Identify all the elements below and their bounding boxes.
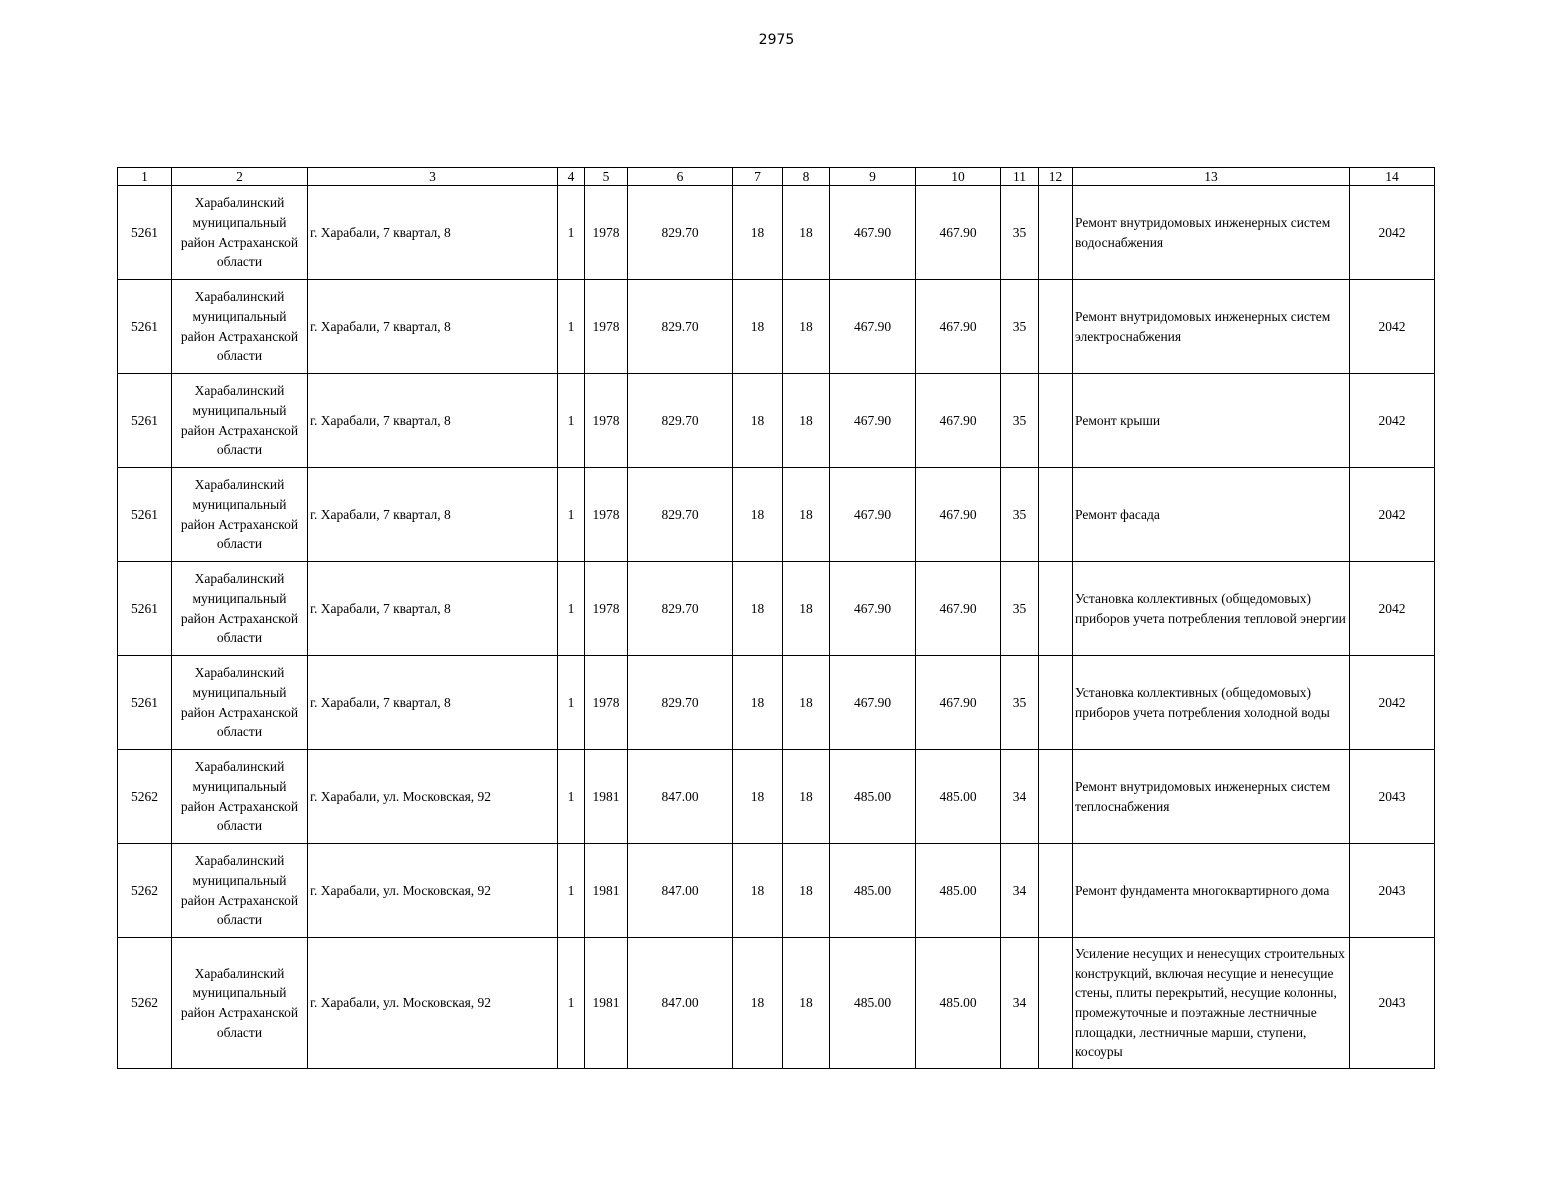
cell-col7 [733,280,783,374]
cell-col6 [628,468,733,562]
cell-year-text: 1981 [592,788,620,804]
cell-planned-year [1350,374,1435,468]
cell-col10 [916,186,1001,280]
cell-col6-text: 847.00 [661,788,699,804]
cell-col6 [628,844,733,938]
cell-col10 [916,656,1001,750]
cell-municipality [172,844,308,938]
cell-col8 [783,938,830,1069]
cell-work-type [1073,562,1350,656]
cell-col11 [1001,374,1039,468]
cell-planned-year [1350,750,1435,844]
cell-planned-year-text: 2043 [1378,995,1406,1011]
table-row [118,280,1435,374]
cell-col9-text: 467.90 [853,694,892,710]
cell-col4 [558,374,585,468]
cell-address-text: г. Харабали, 7 квартал, 8 [310,694,451,710]
cell-col8 [783,186,830,280]
column-header: 14 [1350,168,1435,186]
cell-col10-text: 467.90 [939,506,977,522]
cell-col12 [1039,938,1073,1069]
cell-year-text: 1978 [592,506,620,522]
column-header: 11 [1001,168,1039,186]
cell-col10 [916,374,1001,468]
cell-col11-text: 35 [1012,600,1027,616]
cell-col4 [558,938,585,1069]
cell-col12 [1039,280,1073,374]
cell-col7-text: 18 [750,318,765,334]
table-row [118,374,1435,468]
cell-address-text: г. Харабали, 7 квартал, 8 [310,318,451,334]
cell-year-text: 1981 [592,995,620,1011]
cell-address-text: г. Харабали, ул. Московская, 92 [310,788,492,804]
cell-col4-text: 1 [567,506,575,522]
cell-address-text: г. Харабали, ул. Московская, 92 [310,995,492,1011]
cell-year [585,938,628,1069]
cell-col10 [916,844,1001,938]
table-row [118,562,1435,656]
cell-col9 [830,374,916,468]
column-header: 6 [628,168,733,186]
column-header: 8 [783,168,830,186]
cell-col11-text: 35 [1012,318,1027,334]
cell-work-type [1073,186,1350,280]
cell-col10 [916,562,1001,656]
cell-col11 [1001,562,1039,656]
cell-col7-text: 18 [750,506,765,522]
cell-col11-text: 34 [1012,882,1027,898]
cell-work-type-text: Ремонт фасада [1075,506,1160,522]
cell-col9 [830,186,916,280]
cell-col7 [733,186,783,280]
cell-col4 [558,468,585,562]
table-row [118,468,1435,562]
cell-col10-text: 485.00 [939,788,977,804]
cell-col9-text: 467.90 [853,412,892,428]
cell-col11-text: 34 [1012,995,1027,1011]
cell-municipality-text: Харабалинский муниципальный район Астраханской области [180,665,299,740]
cell-planned-year-text: 2042 [1378,506,1406,522]
cell-col6-text: 829.70 [661,224,699,240]
cell-number-text: 5261 [131,506,158,522]
cell-col4-text: 1 [567,600,575,616]
cell-col9-text: 485.00 [853,788,892,804]
cell-col8-text: 18 [799,412,813,428]
column-header: 9 [830,168,916,186]
cell-col4 [558,562,585,656]
cell-col11-text: 34 [1012,788,1027,804]
cell-col12 [1039,186,1073,280]
cell-municipality [172,186,308,280]
cell-year-text: 1978 [592,412,620,428]
cell-col9-text: 467.90 [853,600,892,616]
cell-col7 [733,374,783,468]
cell-work-type-text: Установка коллективных (общедомовых) приборов учета потребления холодной воды [1075,684,1330,720]
cell-work-type [1073,656,1350,750]
cell-municipality [172,656,308,750]
cell-col11 [1001,468,1039,562]
cell-col8-text: 18 [799,788,813,804]
table-row [118,656,1435,750]
cell-col11 [1001,186,1039,280]
cell-address [308,750,558,844]
cell-col9-text: 485.00 [853,995,892,1011]
cell-col6-text: 829.70 [661,600,699,616]
cell-work-type-text: Ремонт внутридомовых инженерных систем электроснабжения [1075,308,1331,344]
page-number: 2975 [758,32,795,48]
cell-col10-text: 467.90 [939,318,977,334]
cell-col12 [1039,562,1073,656]
cell-address-text: г. Харабали, 7 квартал, 8 [310,506,451,522]
cell-col11-text: 35 [1012,412,1027,428]
cell-work-type-text: Ремонт внутридомовых инженерных систем водоснабжения [1075,214,1331,250]
cell-work-type [1073,750,1350,844]
cell-municipality-text: Харабалинский муниципальный район Астраханской области [180,383,299,458]
cell-col4 [558,750,585,844]
cell-col6-text: 829.70 [661,694,699,710]
cell-col11 [1001,750,1039,844]
cell-col6 [628,750,733,844]
column-header: 4 [558,168,585,186]
cell-col6 [628,186,733,280]
cell-year [585,280,628,374]
cell-work-type [1073,468,1350,562]
cell-col7 [733,938,783,1069]
cell-number [118,280,172,374]
cell-col6-text: 829.70 [661,412,699,428]
cell-col9 [830,938,916,1069]
cell-municipality [172,280,308,374]
cell-col8 [783,468,830,562]
cell-col6 [628,656,733,750]
table-row [118,186,1435,280]
cell-year-text: 1978 [592,318,620,334]
cell-municipality-text: Харабалинский муниципальный район Астраханской области [180,853,299,928]
cell-year [585,374,628,468]
cell-col11-text: 35 [1012,506,1027,522]
capital-repair-table [117,167,1435,1069]
cell-col11 [1001,844,1039,938]
cell-col9 [830,280,916,374]
cell-municipality-text: Харабалинский муниципальный район Астраханской области [180,965,299,1040]
cell-col7 [733,844,783,938]
cell-planned-year [1350,186,1435,280]
cell-number [118,468,172,562]
column-header: 10 [916,168,1001,186]
cell-col7 [733,750,783,844]
cell-col8 [783,374,830,468]
column-header: 1 [118,168,172,186]
cell-municipality-text: Харабалинский муниципальный район Астраханской области [180,571,299,646]
cell-number-text: 5261 [131,694,158,710]
cell-col4-text: 1 [567,788,575,804]
cell-col6 [628,280,733,374]
cell-col8-text: 18 [799,224,813,240]
cell-col11-text: 35 [1012,224,1027,240]
cell-col8-text: 18 [799,995,813,1011]
cell-planned-year-text: 2042 [1378,600,1406,616]
cell-planned-year [1350,844,1435,938]
column-header: 2 [172,168,308,186]
cell-planned-year [1350,938,1435,1069]
cell-planned-year [1350,562,1435,656]
cell-col10-text: 467.90 [939,694,977,710]
cell-col10 [916,750,1001,844]
cell-col4 [558,844,585,938]
cell-col10-text: 485.00 [939,995,977,1011]
cell-planned-year-text: 2042 [1378,224,1406,240]
cell-col6-text: 847.00 [661,882,699,898]
cell-col7-text: 18 [750,600,765,616]
cell-col10 [916,938,1001,1069]
cell-col9-text: 467.90 [853,224,892,240]
cell-col7-text: 18 [750,694,765,710]
cell-number [118,844,172,938]
cell-work-type-text: Ремонт внутридомовых инженерных систем теплоснабжения [1075,778,1331,814]
cell-col7-text: 18 [750,224,765,240]
cell-number [118,656,172,750]
table-row [118,938,1435,1069]
cell-col7 [733,468,783,562]
column-header: 12 [1039,168,1073,186]
cell-year-text: 1978 [592,600,620,616]
cell-municipality-text: Харабалинский муниципальный район Астраханской области [180,195,299,270]
cell-col7-text: 18 [750,788,765,804]
cell-col7 [733,656,783,750]
cell-col4-text: 1 [567,318,575,334]
cell-work-type [1073,938,1350,1069]
cell-col8-text: 18 [799,600,813,616]
cell-col4 [558,280,585,374]
cell-year [585,186,628,280]
cell-address [308,374,558,468]
cell-number-text: 5261 [131,600,158,616]
cell-col9-text: 467.90 [853,506,892,522]
cell-work-type-text: Ремонт фундамента многоквартирного дома [1075,882,1330,898]
cell-work-type [1073,280,1350,374]
cell-planned-year [1350,468,1435,562]
cell-year-text: 1978 [592,224,620,240]
cell-col11 [1001,280,1039,374]
cell-col11 [1001,938,1039,1069]
cell-col12 [1039,844,1073,938]
cell-col9 [830,562,916,656]
cell-col10-text: 467.90 [939,224,977,240]
cell-planned-year [1350,280,1435,374]
cell-work-type-text: Усиление несущих и ненесущих строительных конструкций, включая несущие и ненесущие стены, плиты перекрытий, несущие колонны, промежуточные и поэтажные лестничные площадки, лестничные марши, ступени, косоуры [1075,946,1345,1060]
column-header: 13 [1073,168,1350,186]
cell-col6 [628,374,733,468]
cell-address [308,844,558,938]
cell-col7-text: 18 [750,882,765,898]
cell-col6-text: 847.00 [661,995,699,1011]
cell-col9 [830,750,916,844]
cell-municipality [172,562,308,656]
cell-year [585,656,628,750]
cell-number [118,374,172,468]
cell-planned-year-text: 2043 [1378,788,1406,804]
cell-col4-text: 1 [567,694,575,710]
cell-col4-text: 1 [567,995,575,1011]
cell-planned-year [1350,656,1435,750]
column-header: 3 [308,168,558,186]
cell-municipality [172,750,308,844]
table-body [118,186,1435,1069]
cell-number [118,938,172,1069]
cell-work-type-text: Установка коллективных (общедомовых) приборов учета потребления тепловой энергии [1075,590,1346,626]
cell-col8 [783,844,830,938]
cell-col4-text: 1 [567,412,575,428]
cell-municipality-text: Харабалинский муниципальный район Астраханской области [180,759,299,834]
cell-address [308,938,558,1069]
cell-col4-text: 1 [567,882,575,898]
cell-col10-text: 485.00 [939,882,977,898]
cell-address-text: г. Харабали, ул. Московская, 92 [310,882,492,898]
cell-number [118,186,172,280]
header-row [118,168,1435,186]
cell-col9-text: 485.00 [853,882,892,898]
cell-planned-year-text: 2042 [1378,318,1406,334]
cell-number-text: 5261 [131,318,158,334]
cell-col9-text: 467.90 [853,318,892,334]
cell-year-text: 1978 [592,694,620,710]
cell-year-text: 1981 [592,882,620,898]
cell-number [118,562,172,656]
cell-address-text: г. Харабали, 7 квартал, 8 [310,600,451,616]
cell-col12 [1039,468,1073,562]
column-header: 5 [585,168,628,186]
cell-col6-text: 829.70 [661,506,699,522]
cell-col10 [916,468,1001,562]
cell-number [118,750,172,844]
cell-address [308,656,558,750]
cell-municipality [172,468,308,562]
cell-col11 [1001,656,1039,750]
cell-col6 [628,562,733,656]
cell-year [585,562,628,656]
cell-address [308,186,558,280]
cell-address [308,280,558,374]
cell-col10-text: 467.90 [939,600,977,616]
cell-year [585,844,628,938]
cell-col12 [1039,750,1073,844]
cell-year [585,468,628,562]
cell-col7-text: 18 [750,995,765,1011]
cell-col11-text: 35 [1012,694,1027,710]
cell-municipality [172,374,308,468]
cell-address [308,562,558,656]
cell-address-text: г. Харабали, 7 квартал, 8 [310,412,451,428]
cell-col7 [733,562,783,656]
cell-col6 [628,938,733,1069]
column-header: 7 [733,168,783,186]
table-row [118,750,1435,844]
cell-col10-text: 467.90 [939,412,977,428]
cell-col10 [916,280,1001,374]
cell-col12 [1039,374,1073,468]
cell-number-text: 5261 [131,224,158,240]
cell-address [308,468,558,562]
cell-municipality [172,938,308,1069]
cell-col8-text: 18 [799,318,813,334]
cell-year [585,750,628,844]
cell-municipality-text: Харабалинский муниципальный район Астраханской области [180,477,299,552]
cell-col4 [558,656,585,750]
cell-work-type [1073,844,1350,938]
cell-work-type [1073,374,1350,468]
cell-planned-year-text: 2042 [1378,694,1406,710]
cell-municipality-text: Харабалинский муниципальный район Астраханской области [180,289,299,364]
cell-planned-year-text: 2043 [1378,882,1406,898]
cell-work-type-text: Ремонт крыши [1075,412,1161,428]
cell-number-text: 5262 [131,788,158,804]
cell-col8-text: 18 [799,694,813,710]
table-row [118,844,1435,938]
cell-col8-text: 18 [799,506,813,522]
cell-col7-text: 18 [750,412,765,428]
cell-col12 [1039,656,1073,750]
cell-number-text: 5262 [131,882,158,898]
cell-number-text: 5262 [131,995,158,1011]
cell-col9 [830,844,916,938]
cell-planned-year-text: 2042 [1378,412,1406,428]
cell-col8 [783,280,830,374]
cell-col6-text: 829.70 [661,318,699,334]
cell-col9 [830,468,916,562]
cell-col8-text: 18 [799,882,813,898]
cell-col8 [783,562,830,656]
cell-col4-text: 1 [567,224,575,240]
cell-col8 [783,750,830,844]
cell-col9 [830,656,916,750]
cell-number-text: 5261 [131,412,158,428]
cell-col4 [558,186,585,280]
cell-address-text: г. Харабали, 7 квартал, 8 [310,224,451,240]
cell-col8 [783,656,830,750]
